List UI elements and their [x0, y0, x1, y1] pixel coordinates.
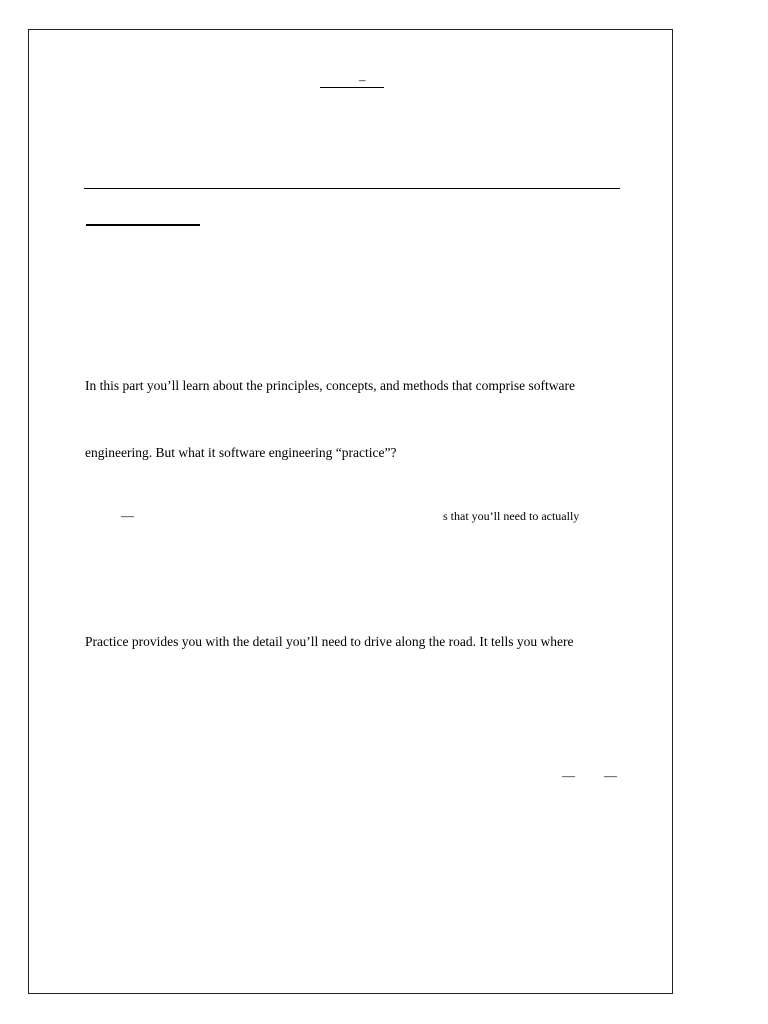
heading-underline: [86, 224, 200, 226]
document-page: [28, 29, 673, 994]
body-line-3-dash: —: [121, 508, 134, 523]
body-line-2: engineering. But what it software engineering “practice”?: [85, 445, 397, 460]
body-line-3-fragment: s that you’ll need to actually: [443, 509, 580, 523]
body-line-5-dash-b: —: [604, 768, 617, 783]
horizontal-rule: [84, 188, 620, 189]
header-underline: [320, 87, 384, 88]
body-line-4: Practice provides you with the detail you’ll need to drive along the road. It tells you where: [85, 634, 574, 649]
body-line-5-dash-a: —: [562, 768, 575, 783]
header-mark: –: [359, 72, 366, 87]
body-line-1: In this part you’ll learn about the principles, concepts, and methods that comprise software: [85, 378, 575, 393]
